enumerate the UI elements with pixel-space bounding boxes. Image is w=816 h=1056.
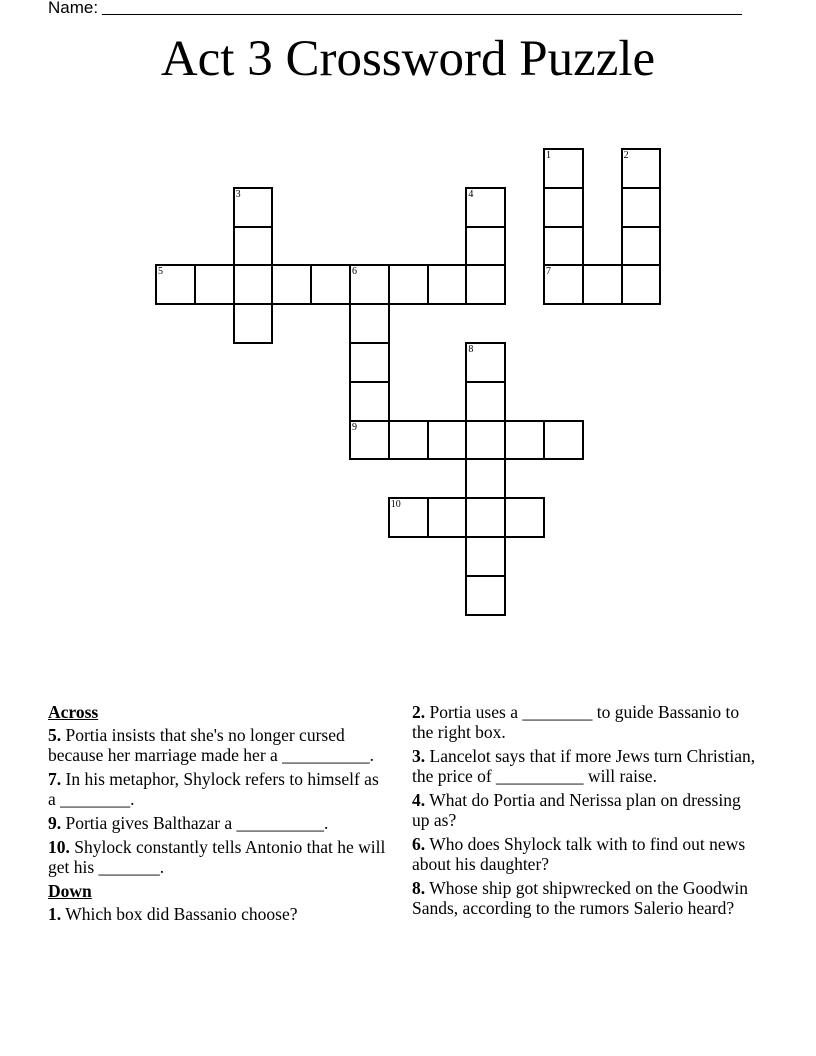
clue-text: Whose ship got shipwrecked on the Goodwin Sands, according to the rumors Salerio heard?	[412, 878, 749, 918]
crossword-cell-5[interactable]	[155, 264, 196, 305]
clue-number-label: 2	[623, 150, 629, 161]
crossword-cell[interactable]	[233, 303, 274, 344]
crossword-cell-6[interactable]	[349, 264, 390, 305]
crossword-cell-10[interactable]	[388, 497, 429, 538]
crossword-cell-1[interactable]	[543, 148, 584, 189]
clue-number-label: 3	[235, 188, 241, 200]
name-label: Name:	[48, 0, 99, 17]
clue-across-5	[48, 725, 388, 765]
crossword-cell[interactable]	[427, 264, 468, 305]
crossword-cell[interactable]	[465, 497, 506, 538]
crossword-cell[interactable]	[465, 226, 506, 267]
clue-number-label: 6	[352, 266, 357, 278]
clue-text: Portia uses a ________ to guide Bassanio to the right box.	[412, 702, 740, 742]
clue-number-label: 9	[352, 421, 357, 433]
clue-down-6	[412, 834, 757, 874]
clue-text: Who does Shylock talk with to find out news about his daughter?	[412, 834, 746, 874]
clue-number: 6.	[412, 834, 426, 854]
clue-number-label: 1	[546, 150, 551, 161]
name-blank-line[interactable]	[102, 13, 742, 15]
clue-number: 7.	[48, 769, 62, 789]
crossword-cell[interactable]	[543, 187, 584, 228]
crossword-cell-4[interactable]	[465, 187, 506, 228]
clues-left-column	[48, 702, 388, 928]
crossword-cell[interactable]	[465, 575, 506, 616]
clue-text: Which box did Bassanio choose?	[65, 904, 298, 924]
clue-across-9	[48, 813, 388, 833]
crossword-cell-7[interactable]	[543, 264, 584, 305]
clue-number-label: 4	[468, 188, 474, 200]
clue-number-label: 5	[158, 266, 163, 278]
crossword-cell[interactable]	[427, 497, 468, 538]
clue-number-label: 8	[468, 344, 474, 355]
clue-text: Lancelot says that if more Jews turn Christian, the price of __________ will raise.	[412, 746, 756, 786]
crossword-cell[interactable]	[233, 226, 274, 267]
name-field[interactable]	[48, 0, 742, 18]
clue-across-10	[48, 837, 388, 877]
clue-number: 9.	[48, 813, 62, 833]
clue-text: Shylock constantly tells Antonio that he will get his _______.	[48, 837, 386, 877]
clue-down-3	[412, 746, 757, 786]
clue-number: 8.	[412, 878, 426, 898]
crossword-cell-3[interactable]	[233, 187, 274, 228]
crossword-cell-9[interactable]	[349, 420, 390, 461]
crossword-cell[interactable]	[271, 264, 312, 305]
crossword-cell-8[interactable]	[465, 342, 506, 383]
crossword-cell[interactable]	[504, 420, 545, 461]
down-heading: Down	[48, 881, 92, 901]
clue-down-4	[412, 790, 757, 830]
clue-text: What do Portia and Nerissa plan on dressing up as?	[412, 790, 741, 830]
crossword-cell[interactable]	[543, 226, 584, 267]
clue-text: In his metaphor, Shylock refers to himself as a ________.	[48, 769, 379, 809]
clue-number: 5.	[48, 725, 62, 745]
crossword-cell[interactable]	[465, 458, 506, 499]
clue-number: 10.	[48, 837, 70, 857]
crossword-cell-2[interactable]	[621, 148, 662, 189]
crossword-cell[interactable]	[349, 342, 390, 383]
page-title: Act 3 Crossword Puzzle	[160, 31, 656, 87]
clue-across-7	[48, 769, 388, 809]
clues-right-column	[412, 702, 757, 922]
crossword-cell[interactable]	[310, 264, 351, 305]
crossword-cell[interactable]	[388, 264, 429, 305]
clue-down-8	[412, 878, 757, 918]
crossword-cell[interactable]	[349, 303, 390, 344]
clue-down-2	[412, 702, 757, 742]
clue-down-1	[48, 904, 388, 924]
crossword-cell[interactable]	[621, 187, 662, 228]
crossword-cell[interactable]	[388, 420, 429, 461]
clue-number: 2.	[412, 702, 426, 722]
crossword-cell[interactable]	[194, 264, 235, 305]
clue-number: 1.	[48, 904, 62, 924]
crossword-cell[interactable]	[427, 420, 468, 461]
crossword-cell[interactable]	[465, 381, 506, 422]
clue-number-label: 10	[390, 499, 401, 511]
crossword-cell[interactable]	[621, 264, 662, 305]
clue-text: Portia insists that she's no longer cursed because her marriage made her a __________.	[48, 725, 375, 765]
clue-number: 4.	[412, 790, 426, 810]
crossword-cell[interactable]	[465, 420, 506, 461]
clue-text: Portia gives Balthazar a __________.	[65, 813, 329, 833]
clue-number: 3.	[412, 746, 426, 766]
crossword-cell[interactable]	[465, 264, 506, 305]
clue-number-label: 7	[546, 266, 551, 278]
crossword-cell[interactable]	[465, 536, 506, 577]
crossword-cell[interactable]	[504, 497, 545, 538]
crossword-cell[interactable]	[349, 381, 390, 422]
across-heading: Across	[48, 702, 99, 722]
crossword-cell[interactable]	[582, 264, 623, 305]
crossword-cell[interactable]	[621, 226, 662, 267]
crossword-cell[interactable]	[233, 264, 274, 305]
crossword-cell[interactable]	[543, 420, 584, 461]
